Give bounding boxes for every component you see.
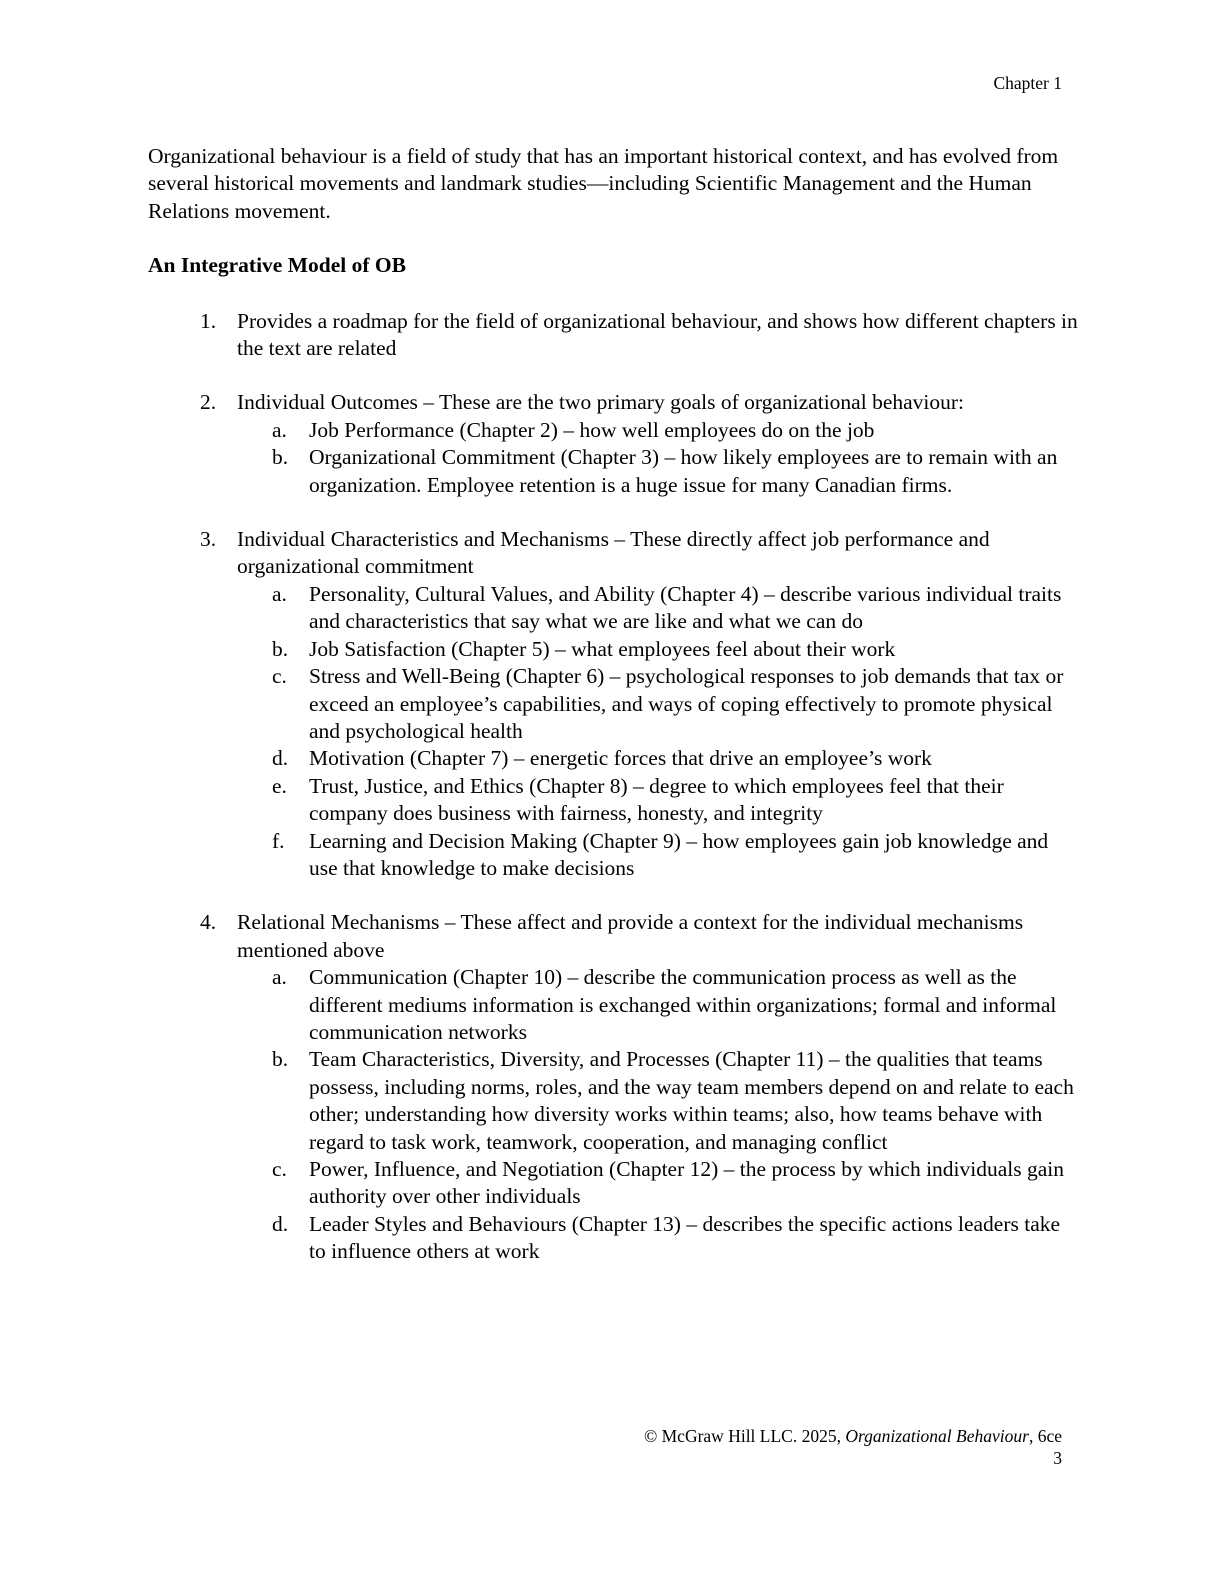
- sub-list: [237, 417, 1078, 499]
- list-item-number: 2.: [200, 390, 217, 415]
- sub-list: [237, 581, 1078, 882]
- sub-list-item: [237, 828, 1078, 883]
- list-item-number: 4.: [200, 910, 217, 935]
- sub-item-text: Job Satisfaction (Chapter 5) – what employees feel about their work: [309, 636, 896, 661]
- sub-item-text: Stress and Well-Being (Chapter 6) – psychological responses to job demands that tax or exceed an employee’s capabilities, and ways of coping effectively to promote physical and psychological health: [309, 664, 1064, 743]
- main-list: [148, 308, 1078, 1266]
- sub-item-letter: c.: [272, 1157, 287, 1181]
- list-item-text: Individual Outcomes – These are the two primary goals of organizational behaviour:: [237, 390, 965, 415]
- list-item-text: Relational Mechanisms – These affect and provide a context for the individual mechanisms mentioned above: [237, 910, 1024, 962]
- sub-item-letter: b.: [272, 636, 289, 661]
- copyright-text: © McGraw Hill LLC. 2025,: [643, 1426, 846, 1446]
- sub-list-item: [237, 417, 1078, 444]
- list-item-number: 3.: [200, 527, 217, 552]
- sub-item-letter: b.: [272, 1047, 289, 1072]
- intro-paragraph: Organizational behaviour is a field of study that has an important historical context, and has evolved from several historical movements and landmark studies—including Scientific Management and the Human Relations movement.: [148, 144, 1059, 223]
- sub-item-letter: b.: [272, 445, 289, 470]
- sub-item-letter: e.: [272, 773, 287, 798]
- sub-list-item: [237, 745, 1078, 772]
- sub-item-text: Leader Styles and Behaviours (Chapter 13) – describes the specific actions leaders take to influence others at work: [309, 1211, 1061, 1264]
- sub-list-item: [237, 773, 1078, 828]
- sub-list-item: [237, 444, 1078, 499]
- sub-item-letter: f.: [272, 828, 285, 853]
- list-item: [148, 389, 1078, 499]
- page-content: [148, 143, 1078, 1293]
- list-item-number: 1.: [200, 308, 217, 333]
- sub-item-letter: c.: [272, 664, 287, 689]
- sub-item-text: Power, Influence, and Negotiation (Chapter 12) – the process by which individuals gain authority over other individuals: [309, 1157, 1065, 1209]
- list-item-text: Individual Characteristics and Mechanisms – These directly affect job performance and organizational commitment: [237, 527, 990, 579]
- list-item: [148, 308, 1078, 363]
- sub-item-letter: d.: [272, 1211, 289, 1236]
- sub-item-text: Organizational Commitment (Chapter 3) – how likely employees are to remain with an organization. Employee retention is a huge issue for many Canadian firms.: [309, 445, 1058, 497]
- sub-item-letter: d.: [272, 746, 289, 771]
- sub-item-letter: a.: [272, 417, 287, 442]
- sub-list: [237, 964, 1078, 1265]
- sub-item-text: Team Characteristics, Diversity, and Processes (Chapter 11) – the qualities that teams possess, including norms, roles, and the way team members depend on and relate to each other; understanding how diversity works within teams; also, how teams behave with regard to task work, teamwork, cooperation, and managing conflict: [309, 1047, 1074, 1154]
- edition-text: , 6ce: [1028, 1426, 1062, 1446]
- sub-item-text: Job Performance (Chapter 2) – how well employees do on the job: [309, 417, 875, 442]
- list-item: [148, 909, 1078, 1265]
- sub-list-item: [237, 581, 1078, 636]
- section-heading: An Integrative Model of OB: [148, 253, 406, 278]
- sub-item-letter: a.: [272, 965, 287, 990]
- page-footer: [644, 1425, 1062, 1469]
- sub-list-item: [237, 1156, 1078, 1211]
- running-header: Chapter 1: [993, 73, 1062, 93]
- sub-item-text: Learning and Decision Making (Chapter 9) – how employees gain job knowledge and use that knowledge to make decisions: [309, 828, 1049, 880]
- sub-item-text: Trust, Justice, and Ethics (Chapter 8) – degree to which employees feel that their company does business with fairness, honesty, and integrity: [309, 773, 1004, 826]
- sub-list-item: [237, 1211, 1078, 1266]
- sub-list-item: [237, 636, 1078, 663]
- list-item: [148, 526, 1078, 882]
- sub-item-letter: a.: [272, 581, 287, 606]
- page-number: 3: [1053, 1448, 1062, 1468]
- copyright-line: [644, 1425, 1062, 1447]
- sub-item-text: Motivation (Chapter 7) – energetic forces that drive an employee’s work: [309, 746, 932, 771]
- sub-list-item: [237, 1046, 1078, 1156]
- book-title: Organizational Behaviour: [845, 1426, 1029, 1446]
- sub-list-item: [237, 964, 1078, 1046]
- sub-item-text: Communication (Chapter 10) – describe the communication process as well as the different mediums information is exchanged within organizations; formal and informal communication networks: [309, 965, 1057, 1044]
- sub-list-item: [237, 663, 1078, 745]
- list-item-text: Provides a roadmap for the field of organizational behaviour, and shows how different chapters in the text are related: [237, 308, 1078, 361]
- sub-item-text: Personality, Cultural Values, and Ability (Chapter 4) – describe various individual traits and characteristics that say what we are like and what we can do: [309, 581, 1062, 634]
